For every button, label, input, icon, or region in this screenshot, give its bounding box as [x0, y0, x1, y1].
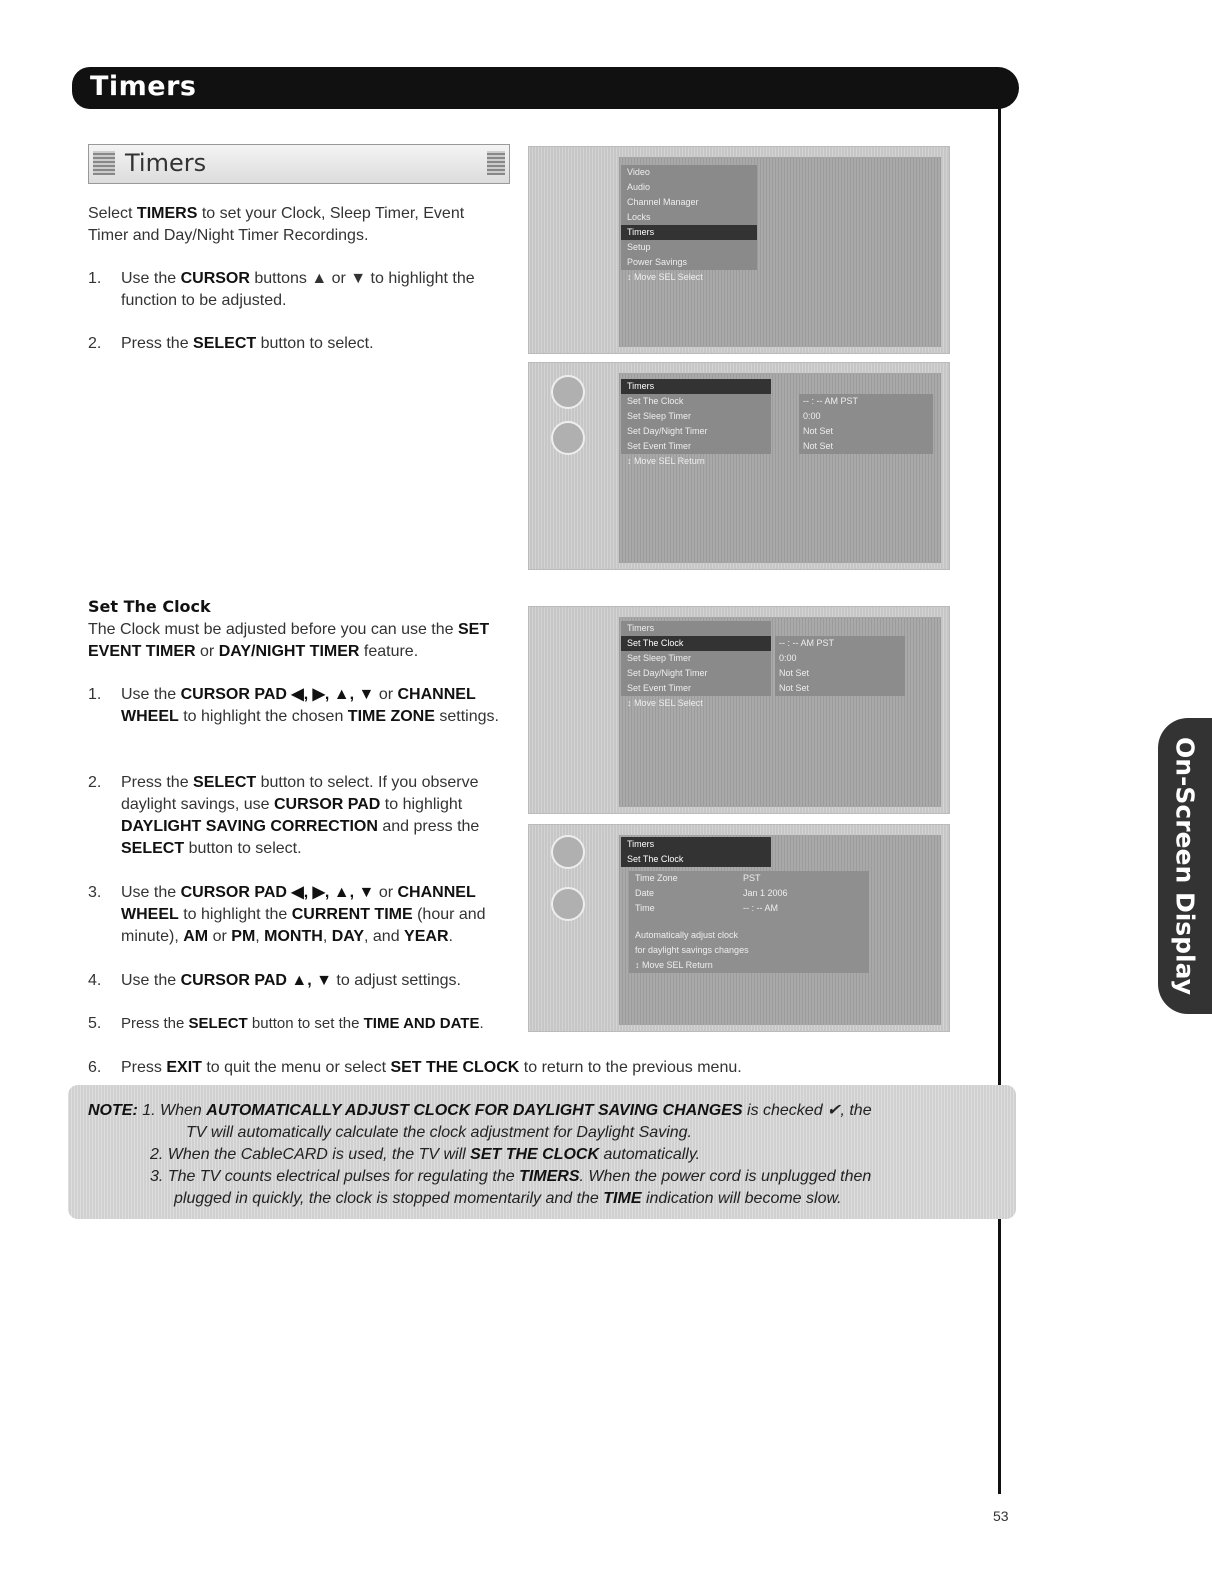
osd-value: PST	[743, 873, 761, 883]
vertical-rule	[998, 104, 1001, 1494]
osd-row: Video	[621, 165, 757, 180]
step-number: 1.	[88, 270, 102, 287]
step-number: 3.	[88, 884, 102, 901]
osd-values	[799, 394, 933, 454]
osd-row: Setup	[621, 240, 757, 255]
osd-row: Set Day/Night Timer	[621, 666, 771, 681]
osd-row: Set The Clock	[621, 394, 771, 409]
osd-value: Not Set	[775, 681, 905, 696]
tv-screen-set-clock	[528, 606, 950, 814]
step-number: 5.	[88, 1015, 102, 1032]
osd-value: Jan 1 2006	[743, 888, 788, 898]
intro-text: Select TIMERS to set your Clock, Sleep Timer, Event Timer and Day/Night Timer Recordings.	[88, 205, 465, 244]
note-label: NOTE:	[88, 1102, 138, 1119]
osd-footer: ↕ Move SEL Select	[627, 272, 703, 282]
section-title: Timers	[125, 149, 207, 177]
step-number: 4.	[88, 972, 102, 989]
step-number: 2.	[88, 774, 102, 791]
osd-row: Set Sleep Timer	[621, 409, 771, 424]
step-number: 2.	[88, 335, 102, 352]
osd-row-title: Timers	[621, 379, 771, 394]
osd-spacer	[629, 916, 869, 928]
osd-value: Not Set	[775, 666, 905, 681]
osd-value: -- : -- AM	[743, 903, 778, 913]
tv-screen-clock-settings	[528, 824, 950, 1032]
remote-select-icon	[551, 887, 585, 921]
osd-row-selected: Set The Clock	[621, 636, 771, 651]
osd-row-selected: Set The Clock	[621, 852, 771, 867]
step-a2: Press the SELECT button to select.	[121, 335, 374, 352]
set-clock-intro: The Clock must be adjusted before you can use the SET EVENT TIMER or DAY/NIGHT TIMER feature.	[88, 621, 490, 660]
osd-row: Locks	[621, 210, 757, 225]
step-b3: Use the CURSOR PAD ◀, ▶, ▲, ▼ or CHANNEL WHEEL to highlight the CURRENT TIME (hour and minute), AM or PM, MONTH, DAY, and YEAR.	[121, 884, 486, 945]
note-line-1: NOTE: 1. When AUTOMATICALLY ADJUST CLOCK FOR DAYLIGHT SAVING CHANGES is checked ✔, the	[88, 1102, 872, 1119]
step-b5: Press the SELECT button to set the TIME AND DATE.	[121, 1015, 484, 1032]
osd-label: Time Zone	[635, 873, 678, 883]
osd-value: Not Set	[799, 424, 933, 439]
side-tab-label: On-Screen Display	[1170, 736, 1200, 996]
osd-value: -- : -- AM PST	[775, 636, 905, 651]
note-line-5: plugged in quickly, the clock is stopped momentarily and the TIME indication will become slow.	[174, 1190, 842, 1207]
osd-menu	[621, 621, 771, 711]
remote-select-icon	[551, 421, 585, 455]
osd-label: Date	[635, 888, 655, 898]
remote-cursor-icon	[551, 375, 585, 409]
section-header	[88, 144, 510, 184]
osd-value: 0:00	[775, 651, 905, 666]
osd-checkbox-label-2: for daylight savings changes	[635, 945, 749, 955]
osd-row: Set Event Timer	[621, 681, 771, 696]
osd-checkbox-label: Automatically adjust clock	[635, 930, 739, 940]
osd-values	[775, 636, 905, 696]
osd-footer: ↕ Move SEL Return	[635, 960, 713, 970]
page-title: Timers	[90, 71, 197, 102]
side-tab	[1158, 718, 1212, 1014]
step-a1: Use the CURSOR buttons ▲ or ▼ to highlight the function to be adjusted.	[121, 270, 475, 309]
osd-menu	[621, 379, 771, 469]
note-line-2: TV will automatically calculate the clock adjustment for Daylight Saving.	[186, 1124, 692, 1141]
tv-screen-main-menu	[528, 146, 950, 354]
osd-footer: ↕ Move SEL Select	[627, 698, 703, 708]
tv-screen-timers-menu	[528, 362, 950, 570]
osd-values	[739, 871, 839, 916]
osd-value: -- : -- AM PST	[799, 394, 933, 409]
step-number: 1.	[88, 686, 102, 703]
page-number: 53	[993, 1508, 1009, 1524]
set-clock-heading: Set The Clock	[88, 597, 211, 616]
step-b2: Press the SELECT button to select. If you observe daylight savings, use CURSOR PAD to highlight DAYLIGHT SAVING CORRECTION and press the SELECT button to select.	[121, 774, 480, 857]
osd-label: Time	[635, 903, 655, 913]
osd-value: Not Set	[799, 439, 933, 454]
step-b6: Press EXIT to quit the menu or select SET THE CLOCK to return to the previous menu.	[121, 1059, 742, 1076]
osd-row-title: Timers	[621, 837, 771, 852]
note-line-4: 3. The TV counts electrical pulses for regulating the TIMERS. When the power cord is unplugged then	[150, 1168, 872, 1185]
note-line-3: 2. When the CableCARD is used, the TV will SET THE CLOCK automatically.	[150, 1146, 701, 1163]
osd-row-title: Timers	[621, 621, 771, 636]
note-box	[68, 1085, 1016, 1219]
step-b4: Use the CURSOR PAD ▲, ▼ to adjust settings.	[121, 972, 461, 989]
page-banner	[72, 67, 1019, 109]
osd-row: Channel Manager	[621, 195, 757, 210]
osd-menu	[621, 837, 771, 867]
remote-cursor-icon	[551, 835, 585, 869]
osd-row: Set Sleep Timer	[621, 651, 771, 666]
osd-row-selected: Timers	[621, 225, 757, 240]
step-b1: Use the CURSOR PAD ◀, ▶, ▲, ▼ or CHANNEL WHEEL to highlight the chosen TIME ZONE settings.	[121, 686, 499, 725]
osd-row: Audio	[621, 180, 757, 195]
step-number: 6.	[88, 1059, 102, 1076]
timers-icon	[93, 151, 115, 175]
osd-row: Set Day/Night Timer	[621, 424, 771, 439]
osd-footer: ↕ Move SEL Return	[627, 456, 705, 466]
osd-row: Set Event Timer	[621, 439, 771, 454]
osd-value: 0:00	[799, 409, 933, 424]
osd-menu	[621, 165, 757, 285]
scroll-icon	[487, 151, 505, 175]
osd-row: Power Savings	[621, 255, 757, 270]
